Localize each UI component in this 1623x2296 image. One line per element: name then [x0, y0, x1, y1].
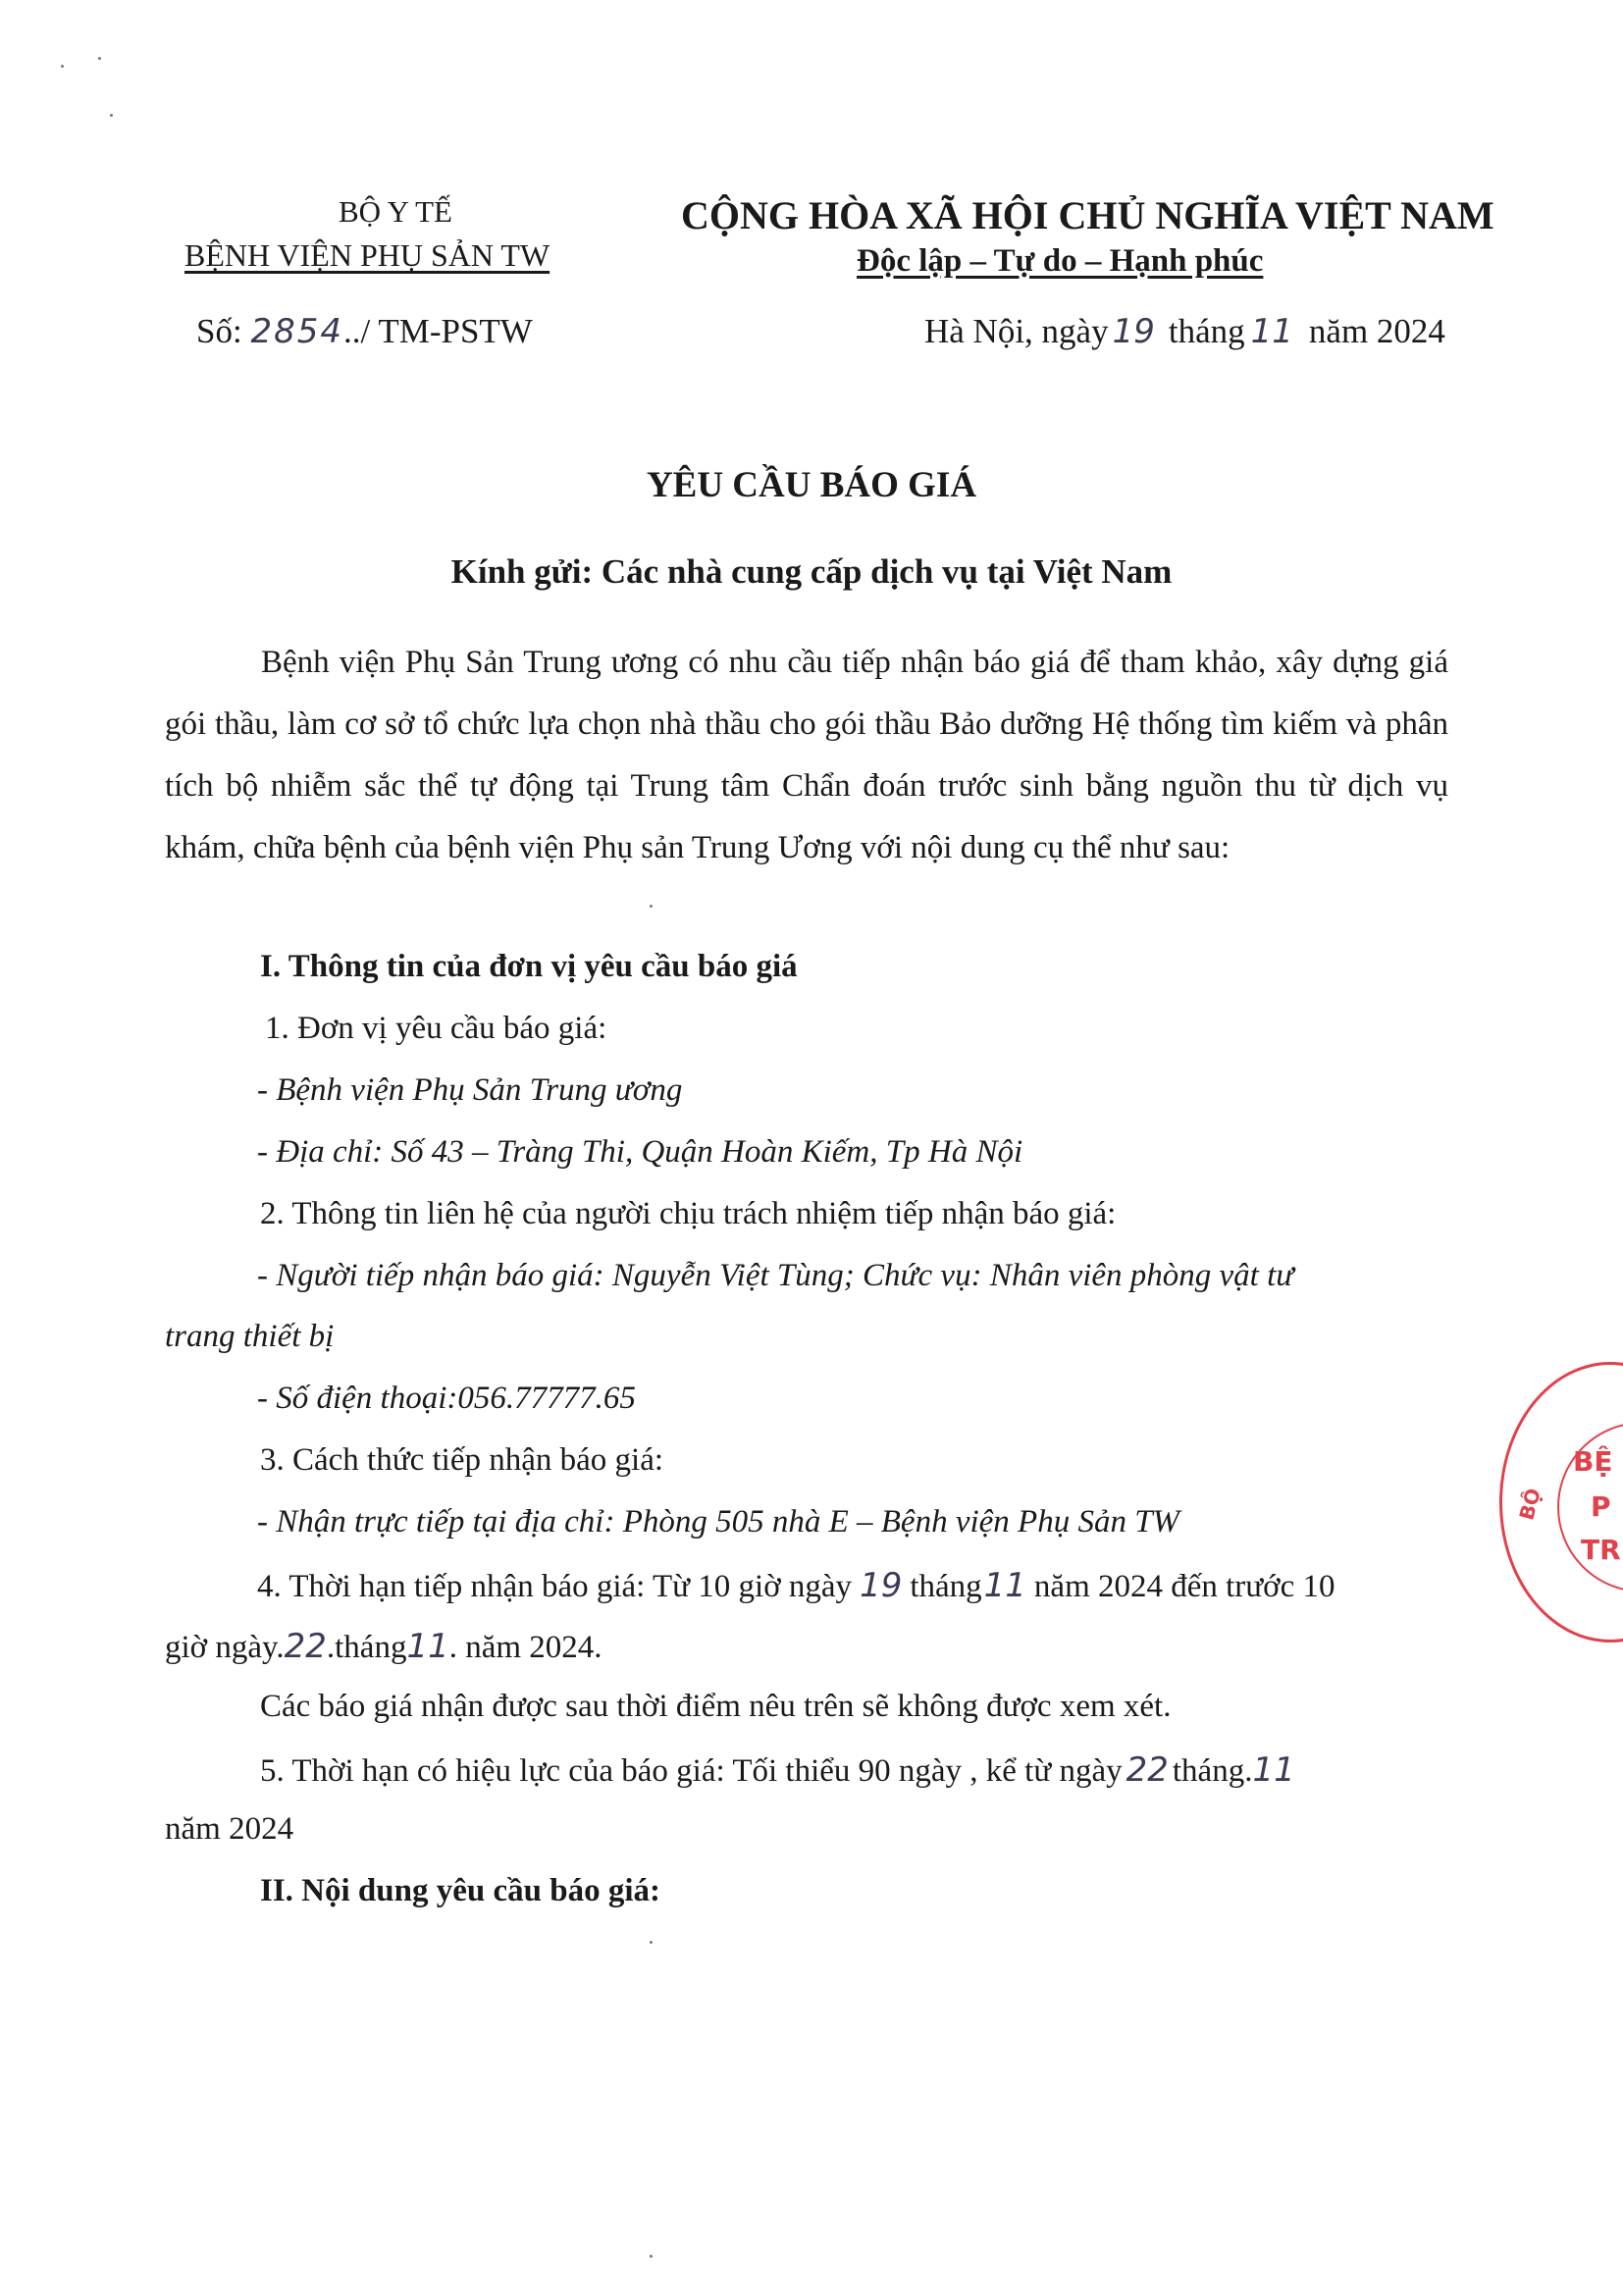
scan-speck: [61, 65, 64, 68]
item-4-text-e: .tháng: [326, 1630, 407, 1665]
document-number: [196, 312, 533, 351]
scan-speck: [650, 1941, 653, 1944]
intro-paragraph: Bệnh viện Phụ Sản Trung ương có nhu cầu tiếp nhận báo giá để tham khảo, xây dựng giá gói thầu, làm cơ sở tổ chức lựa chọn nhà thầu cho gói thầu Bảo dưỡng Hệ thống tìm kiếm và phân tích bộ nhiễm sắc thể tự động tại Trung tâm Chẩn đoán trước sinh bằng nguồn thu từ dịch vụ khám, chữa bệnh của bệnh viện Phụ sản Trung Ương với nội dung cụ thể như sau:: [165, 645, 1448, 865]
scan-speck: [650, 905, 653, 908]
item-1-address: - Địa chỉ: Số 43 – Tràng Thi, Quận Hoàn Kiếm, Tp Hà Nội: [257, 1134, 1023, 1170]
item-4-line-2: [165, 1627, 602, 1666]
greeting-recipients: Các nhà cung cấp dịch vụ tại Việt Nam: [601, 552, 1173, 591]
national-motto: Độc lập – Tự do – Hạnh phúc: [857, 243, 1264, 279]
item-4-text-a: 4. Thời hạn tiếp nhận báo giá: Từ 10 giờ ngày: [257, 1569, 853, 1604]
document-title: YÊU CẦU BÁO GIÁ: [646, 465, 977, 505]
hospital-name: BỆNH VIỆN PHỤ SẢN TW: [184, 237, 550, 273]
stamp-text-side: BỘ: [1514, 1486, 1545, 1523]
item-5-text-a: 5. Thời hạn có hiệu lực của báo giá: Tối thiểu 90 ngày , kể từ ngày: [260, 1753, 1123, 1789]
item-4-day-1: 19: [860, 1566, 903, 1605]
issue-date: [924, 312, 1445, 351]
section-1-heading: I. Thông tin của đơn vị yêu cầu báo giá: [260, 949, 798, 984]
item-4-month-2: 11: [406, 1627, 449, 1666]
stamp-text-top: BỆ: [1573, 1445, 1613, 1478]
item-4-text-b: tháng: [910, 1569, 982, 1604]
item-5-day: 22: [1126, 1750, 1169, 1790]
item-5-line-2: năm 2024: [165, 1811, 294, 1847]
item-1-label: 1. Đơn vị yêu cầu báo giá:: [265, 1011, 607, 1046]
section-2-heading: II. Nội dung yêu cầu báo giá:: [260, 1873, 661, 1908]
item-1-name: - Bệnh viện Phụ Sản Trung ương: [257, 1072, 683, 1108]
scan-speck: [110, 114, 113, 117]
date-month-handwritten: 11: [1250, 312, 1293, 351]
greeting-label: Kính gửi:: [450, 552, 594, 591]
item-3-label: 3. Cách thức tiếp nhận báo giá:: [260, 1442, 664, 1478]
stamp-text-bottom: TR: [1581, 1534, 1621, 1566]
item-4-text-f: . năm 2024.: [448, 1630, 602, 1665]
item-2-label: 2. Thông tin liên hệ của người chịu trách nhiệm tiếp nhận báo giá:: [260, 1196, 1117, 1231]
date-city: Hà Nội, ngày: [924, 312, 1109, 350]
greeting: [0, 552, 1623, 592]
hospital-seal-stamp: [1499, 1362, 1623, 1643]
late-submission-note: Các báo giá nhận được sau thời điểm nêu trên sẽ không được xem xét.: [260, 1689, 1172, 1724]
item-4-text-c: năm 2024 đến trước 10: [1033, 1569, 1335, 1604]
scan-speck: [650, 2255, 653, 2258]
item-5-text-b: tháng.: [1172, 1753, 1253, 1789]
scan-speck: [98, 57, 101, 60]
item-2-person-cont: trang thiết bị: [165, 1319, 335, 1354]
item-4-day-2: 22: [284, 1627, 327, 1666]
item-4-text-d: giờ ngày.: [165, 1630, 285, 1665]
item-5-month: 11: [1252, 1750, 1295, 1790]
country-name: CỘNG HÒA XÃ HỘI CHỦ NGHĨA VIỆT NAM: [681, 193, 1494, 237]
item-2-person: - Người tiếp nhận báo giá: Nguyễn Việt Tùng; Chức vụ: Nhân viên phòng vật tư: [257, 1258, 1294, 1293]
item-3-method: - Nhận trực tiếp tại địa chỉ: Phòng 505 nhà E – Bệnh viện Phụ Sản TW: [257, 1504, 1180, 1539]
date-month-label: tháng: [1168, 312, 1245, 350]
item-5-line-1: [260, 1750, 1295, 1790]
doc-number-handwritten: 2854: [250, 312, 343, 351]
date-year: năm 2024: [1308, 312, 1445, 350]
ministry-name: BỘ Y TẾ: [339, 194, 452, 229]
doc-number-prefix: Số:: [196, 312, 242, 350]
item-4-line-1: [257, 1566, 1335, 1605]
item-2-phone: - Số điện thoại:056.77777.65: [257, 1381, 636, 1416]
item-4-month-1: 11: [983, 1566, 1026, 1605]
date-day-handwritten: 19: [1112, 312, 1155, 351]
doc-number-suffix: ../ TM-PSTW: [342, 312, 533, 350]
stamp-text-mid: P: [1591, 1490, 1611, 1523]
